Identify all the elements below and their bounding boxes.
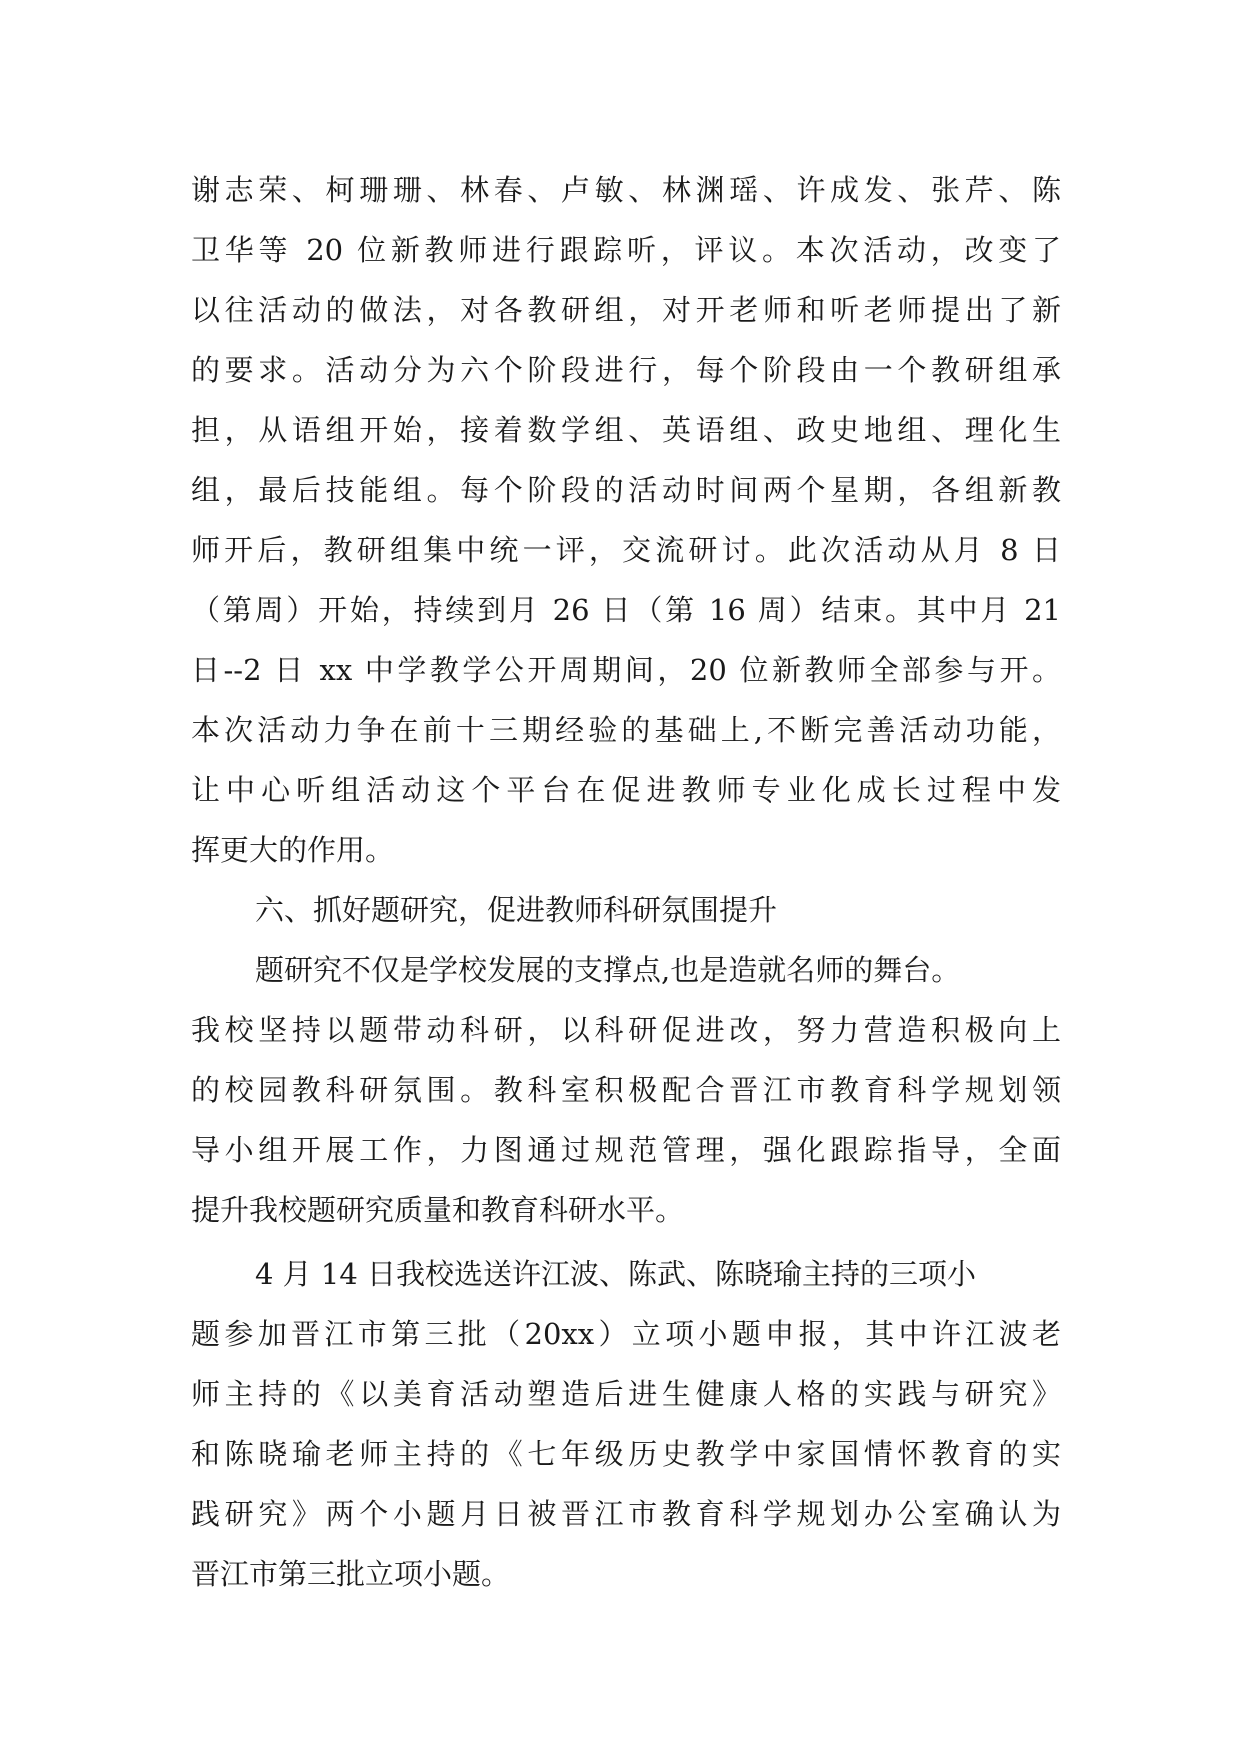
text-line: 担，从语组开始，接着数学组、英语组、政史地组、理化生 [191,413,1061,447]
paragraph-teacher-activity [191,160,1061,880]
text-line: 挥更大的作用。 [191,833,395,867]
text-line: 以往活动的做法，对各教研组，对开老师和听老师提出了新 [191,293,1061,327]
paragraph-research-intro [191,940,1061,1240]
text-line: 师主持的《以美育活动塑造后进生健康人格的实践与研究》 [191,1377,1061,1411]
text-line: 本次活动力争在前十三期经验的基础上,不断完善活动功能， [191,713,1061,747]
text-line: 践研究》两个小题月日被晋江市教育科学规划办公室确认为 [191,1497,1061,1531]
text-line: 我校坚持以题带动科研，以科研促进改，努力营造积极向上 [191,1013,1061,1047]
text-line: 晋江市第三批立项小题。 [191,1557,511,1591]
text-line: 卫华等 20 位新教师进行跟踪听，评议。本次活动，改变了 [191,233,1061,267]
text-line: 组，最后技能组。每个阶段的活动时间两个星期，各组新教 [191,473,1061,507]
section-heading: 六、抓好题研究，促进教师科研氛围提升 [255,893,778,927]
text-line: 师开后，教研组集中统一评，交流研讨。此次活动从月 8 日 [191,533,1061,567]
text-line: 的要求。活动分为六个阶段进行，每个阶段由一个教研组承 [191,353,1061,387]
text-line: 的校园教科研氛围。教科室积极配合晋江市教育科学规划领 [191,1073,1061,1107]
text-line: 谢志荣、柯珊珊、林春、卢敏、林渊瑶、许成发、张芹、陈 [191,173,1061,207]
text-line: 导小组开展工作，力图通过规范管理，强化跟踪指导，全面 [191,1133,1061,1167]
text-line: 提升我校题研究质量和教育科研水平。 [191,1193,685,1227]
document-page [191,160,1061,1604]
text-line: （第周）开始，持续到月 26 日（第 16 周）结束。其中月 21 [191,593,1061,627]
paragraph-project-application [191,1244,1061,1604]
text-line: 让中心听组活动这个平台在促进教师专业化成长过程中发 [191,773,1061,807]
text-line: 日--2 日 xx 中学教学公开周期间，20 位新教师全部参与开。 [191,653,1061,687]
text-line: 题研究不仅是学校发展的支撑点,也是造就名师的舞台。 [255,953,961,987]
text-line: 和陈晓瑜老师主持的《七年级历史教学中家国情怀教育的实 [191,1437,1061,1471]
text-line: 题参加晋江市第三批（20xx）立项小题申报，其中许江波老 [191,1317,1061,1351]
text-line: 4 月 14 日我校选送许江波、陈武、陈晓瑜主持的三项小 [255,1257,977,1291]
